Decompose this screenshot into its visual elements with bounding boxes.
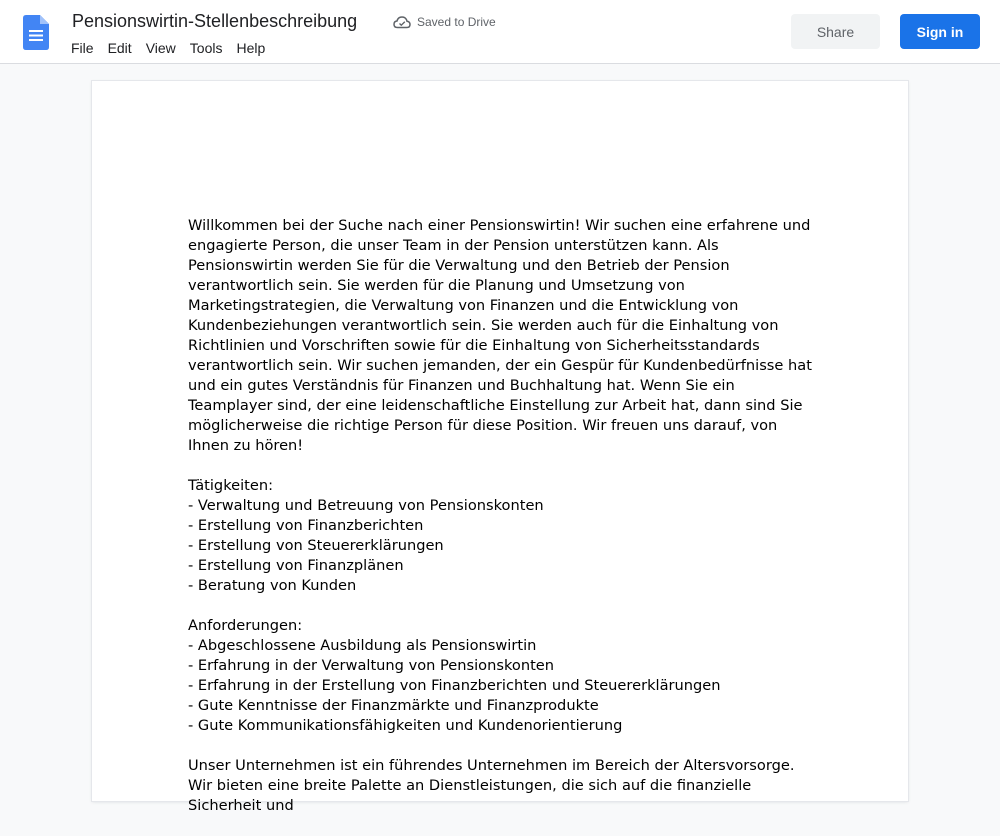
tasks-list (188, 496, 818, 596)
top-bar (0, 0, 1000, 64)
list-item: - Erstellung von Finanzplänen (188, 557, 404, 574)
cloud-done-icon (393, 15, 411, 29)
menu-bar (64, 38, 272, 58)
closing-paragraph: Unser Unternehmen ist ein führendes Unternehmen im Bereich der Altersvorsorge. Wir bieten eine breite Palette an Dienstleistungen, die sich auf die finanzielle Sicherheit und (188, 757, 795, 814)
menu-file[interactable]: File (71, 40, 94, 56)
saved-status-label: Saved to Drive (417, 15, 496, 29)
intro-paragraph: Willkommen bei der Suche nach einer Pensionswirtin! Wir suchen eine erfahrene und engagierte Person, die unser Team in der Pension unterstützen kann. Als Pensionswirtin werden Sie für die Verwaltung und den Betrieb der Pension verantwortlich sein. Sie werden für die Planung und Umsetzung von Marketingstrategien, die Verwaltung von Finanzen und die Entwicklung von Kundenbeziehungen verantwortlich sein. Sie werden auch für die Einhaltung von Richtlinien und Vorschriften sowie für die Einhaltung von Sicherheitsstandards verantwortlich sein. Wir suchen jemanden, der ein Gespür für Kundenbedürfnisse hat und ein gutes Verständnis für Finanzen und Buchhaltung hat. Wenn Sie ein Teamplayer sind, der eine leidenschaftliche Einstellung zur Arbeit hat, dann sind Sie möglicherweise die richtige Person für diese Position. Wir freuen uns darauf, von Ihnen zu hören! (188, 217, 812, 454)
menu-tools[interactable]: Tools (189, 40, 223, 56)
list-item: - Erfahrung in der Erstellung von Finanzberichten und Steuererklärungen (188, 677, 721, 694)
document-page[interactable] (92, 81, 908, 814)
document-body[interactable] (188, 216, 818, 836)
tasks-heading: Tätigkeiten: (188, 477, 274, 494)
list-item: - Beratung von Kunden (188, 577, 357, 594)
list-item: - Gute Kommunikationsfähigkeiten und Kundenorientierung (188, 717, 623, 734)
saved-status[interactable] (393, 14, 496, 30)
requirements-list (188, 636, 818, 736)
list-item: - Gute Kenntnisse der Finanzmärkte und Finanzprodukte (188, 697, 599, 714)
menu-help[interactable]: Help (236, 40, 266, 56)
document-title[interactable]: Pensionswirtin-Stellenbeschreibung (72, 11, 358, 31)
share-button[interactable]: Share (791, 14, 880, 49)
menu-edit[interactable]: Edit (107, 40, 132, 56)
list-item: - Erfahrung in der Verwaltung von Pensionskonten (188, 657, 555, 674)
menu-view[interactable]: View (145, 40, 176, 56)
google-docs-icon[interactable] (23, 15, 49, 50)
list-item: - Erstellung von Steuererklärungen (188, 537, 444, 554)
list-item: - Abgeschlossene Ausbildung als Pensionswirtin (188, 637, 537, 654)
list-item: - Verwaltung und Betreuung von Pensionskonten (188, 497, 544, 514)
list-item: - Erstellung von Finanzberichten (188, 517, 424, 534)
requirements-heading: Anforderungen: (188, 617, 303, 634)
sign-in-button[interactable]: Sign in (900, 14, 980, 49)
